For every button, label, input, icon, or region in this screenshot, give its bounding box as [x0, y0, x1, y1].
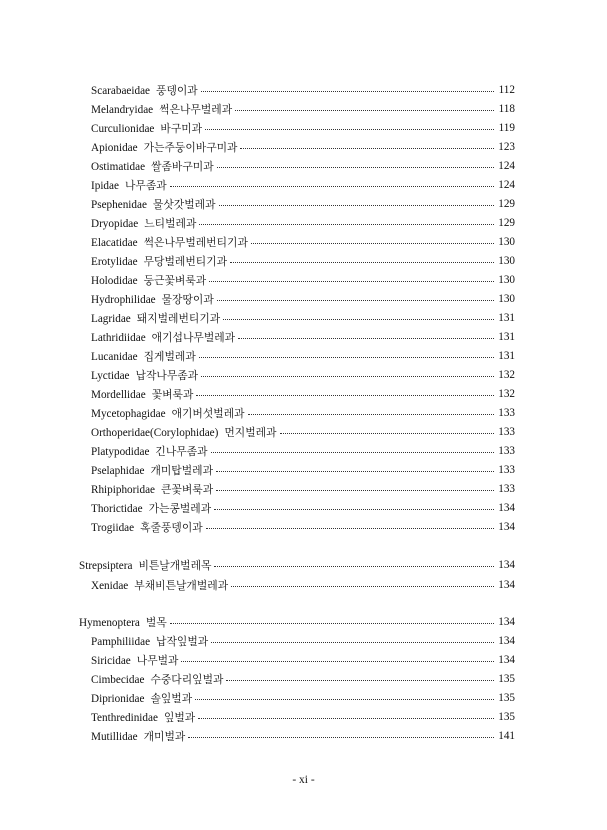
- toc-entry[interactable]: [91, 726, 515, 746]
- entry-label: [91, 387, 193, 402]
- toc-entry[interactable]: [91, 631, 515, 651]
- page-number: 134: [498, 502, 515, 514]
- page-number: 134: [498, 559, 515, 571]
- korean-name: 솔잎벌과: [150, 691, 193, 705]
- toc-entry[interactable]: [91, 137, 515, 157]
- toc-entry[interactable]: [91, 650, 515, 670]
- entry-label: [91, 406, 245, 421]
- entry-label: [91, 482, 213, 497]
- korean-name: 쌀좀바구미과: [151, 159, 214, 173]
- latin-name: Pamphiliidae: [91, 635, 151, 648]
- latin-name: Cimbecidae: [91, 673, 145, 686]
- dot-leader: [219, 204, 495, 206]
- korean-name: 수중다리잎벌과: [150, 672, 224, 686]
- korean-name: 벌목: [145, 615, 167, 629]
- dot-leader: [217, 166, 494, 168]
- dot-leader: [238, 337, 494, 339]
- entry-label: [91, 216, 196, 231]
- latin-name: Xenidae: [91, 579, 129, 592]
- entry-label: [91, 121, 202, 136]
- latin-name: Ostimatidae: [91, 160, 146, 173]
- dot-leader: [240, 147, 494, 149]
- page-number: 135: [498, 692, 515, 704]
- page-number: 134: [498, 579, 515, 591]
- toc-entry[interactable]: [91, 498, 515, 518]
- latin-name: Psephenidae: [91, 198, 147, 211]
- page-number: 131: [498, 312, 515, 324]
- latin-name: Lucanidae: [91, 350, 138, 363]
- page-number: 133: [498, 483, 515, 495]
- toc-entry[interactable]: [91, 194, 515, 214]
- korean-name: 썩은나무벌레번티기과: [143, 235, 248, 249]
- toc-entry[interactable]: [91, 327, 515, 347]
- entry-label: [91, 235, 248, 250]
- toc-entry[interactable]: [91, 517, 515, 537]
- entry-label: [91, 102, 232, 117]
- page-number: 131: [498, 331, 515, 343]
- toc-entry[interactable]: [91, 346, 515, 366]
- page-number: 141: [498, 730, 515, 742]
- entry-label: [91, 349, 196, 364]
- page-number: 134: [498, 521, 515, 533]
- korean-name: 돼지벌레번티기과: [136, 311, 221, 325]
- entry-label: [91, 254, 227, 269]
- latin-name: Lagridae: [91, 312, 131, 325]
- latin-name: Rhipiphoridae: [91, 483, 156, 496]
- dot-leader: [209, 280, 494, 282]
- page-number: 130: [498, 274, 515, 286]
- toc-entry[interactable]: [91, 460, 515, 480]
- latin-name: Thorictidae: [91, 502, 143, 515]
- latin-name: Holodidae: [91, 274, 138, 287]
- toc-entry[interactable]: [91, 365, 515, 385]
- entry-label: [91, 330, 235, 345]
- page-number: 124: [498, 179, 515, 191]
- latin-name: Hymenoptera: [79, 616, 140, 629]
- latin-name: Apionidae: [91, 141, 138, 154]
- entry-label: [91, 691, 192, 706]
- korean-name: 물삿갓벌레과: [152, 197, 216, 211]
- page-number: 135: [498, 673, 515, 685]
- dot-leader: [188, 736, 494, 738]
- entry-label: [91, 368, 198, 383]
- dot-leader: [201, 375, 494, 377]
- dot-leader: [196, 394, 494, 396]
- entry-label: [79, 558, 211, 573]
- dot-leader: [181, 660, 494, 662]
- korean-name: 나무벌과: [136, 653, 179, 667]
- dot-leader: [235, 109, 494, 111]
- latin-name: Curculionidae: [91, 122, 155, 135]
- latin-name: Diprionidae: [91, 692, 145, 705]
- page-number: 133: [498, 426, 515, 438]
- latin-name: Scarabaeidae: [91, 84, 151, 97]
- toc-entry[interactable]: [91, 422, 515, 442]
- toc-entry[interactable]: [91, 308, 515, 328]
- dot-leader: [170, 185, 494, 187]
- korean-name: 무당벌레번티기과: [143, 254, 228, 268]
- latin-name: Hydrophilidae: [91, 293, 156, 306]
- dot-leader: [199, 356, 494, 358]
- entry-label: [91, 710, 195, 725]
- korean-name: 잎벌과: [163, 710, 196, 724]
- entry-label: [79, 615, 167, 630]
- dot-leader: [216, 470, 494, 472]
- page-number: 130: [498, 293, 515, 305]
- toc-entry[interactable]: [91, 270, 515, 290]
- page-number: 134: [498, 616, 515, 628]
- toc-entry[interactable]: [91, 213, 515, 233]
- korean-name: 납작잎벌과: [156, 634, 209, 648]
- page-number: 123: [498, 141, 515, 153]
- toc-entry[interactable]: [91, 403, 515, 423]
- toc-entry[interactable]: [91, 688, 515, 708]
- latin-name: Orthoperidae(Corylophidae): [91, 426, 219, 439]
- dot-leader: [211, 641, 494, 643]
- korean-name: 꽃벼룩과: [151, 387, 194, 401]
- korean-name: 애기버섯벌레과: [171, 406, 245, 420]
- korean-name: 부채비튼날개벌레과: [134, 578, 229, 592]
- latin-name: Melandryidae: [91, 103, 154, 116]
- dot-leader: [214, 508, 494, 510]
- page-number: 129: [498, 198, 515, 210]
- dot-leader: [216, 489, 494, 491]
- entry-label: [91, 501, 211, 516]
- korean-name: 바구미과: [160, 121, 203, 135]
- page-number: 112: [498, 84, 515, 96]
- page-number: 132: [498, 388, 515, 400]
- korean-name: 썩은나무벌레과: [159, 102, 233, 116]
- dot-leader: [205, 128, 494, 130]
- korean-name: 개미벌과: [143, 729, 186, 743]
- toc-entry[interactable]: [91, 575, 515, 595]
- page-number: 130: [498, 255, 515, 267]
- entry-label: [91, 653, 178, 668]
- korean-name: 물장땅이과: [161, 292, 214, 306]
- entry-label: [91, 178, 167, 193]
- korean-name: 혹줄풍뎅이과: [140, 520, 203, 534]
- korean-name: 가는주둥이바구미과: [143, 140, 238, 154]
- dot-leader: [170, 622, 494, 624]
- entry-label: [91, 520, 203, 535]
- dot-leader: [199, 223, 494, 225]
- latin-name: Tenthredinidae: [91, 711, 158, 724]
- latin-name: Siricidae: [91, 654, 131, 667]
- korean-name: 먼지벌레과: [224, 425, 277, 439]
- latin-name: Trogiidae: [91, 521, 135, 534]
- toc-entry[interactable]: [91, 479, 515, 499]
- dot-leader: [201, 90, 494, 92]
- entry-label: [91, 578, 228, 593]
- page-number: 135: [498, 711, 515, 723]
- page-number: 133: [498, 445, 515, 457]
- latin-name: Lathridiidae: [91, 331, 146, 344]
- korean-name: 납작나무좀과: [135, 368, 199, 382]
- toc-entry[interactable]: [91, 441, 515, 461]
- page-footer-number: - xi -: [292, 774, 315, 786]
- korean-name: 비튼날개벌레목: [138, 558, 212, 572]
- toc-section-heading[interactable]: [79, 612, 515, 632]
- latin-name: Elacatidae: [91, 236, 138, 249]
- korean-name: 가는콩벌레과: [148, 501, 212, 515]
- latin-name: Ipidae: [91, 179, 119, 192]
- dot-leader: [206, 527, 494, 529]
- toc-entry[interactable]: [91, 384, 515, 404]
- dot-leader: [280, 432, 494, 434]
- toc-section-heading[interactable]: [79, 555, 515, 575]
- entry-label: [91, 140, 237, 155]
- dot-leader: [230, 261, 494, 263]
- entry-label: [91, 311, 220, 326]
- toc-entry[interactable]: [91, 232, 515, 252]
- toc-entry[interactable]: [91, 289, 515, 309]
- latin-name: Mordellidae: [91, 388, 146, 401]
- page-number: 133: [498, 464, 515, 476]
- page-number: 134: [498, 635, 515, 647]
- dot-leader: [223, 318, 494, 320]
- entry-label: [91, 444, 208, 459]
- entry-label: [91, 729, 185, 744]
- page-number: 132: [498, 369, 515, 381]
- korean-name: 나무좀과: [124, 178, 167, 192]
- toc-entry[interactable]: [91, 156, 515, 176]
- entry-label: [91, 83, 198, 98]
- latin-name: Mycetophagidae: [91, 407, 166, 420]
- page-number: 133: [498, 407, 515, 419]
- korean-name: 긴나무좀과: [155, 444, 208, 458]
- toc-entry[interactable]: [91, 118, 515, 138]
- dot-leader: [251, 242, 494, 244]
- toc-entry[interactable]: [91, 175, 515, 195]
- korean-name: 둥근꽃벼룩과: [143, 273, 207, 287]
- korean-name: 집게벌레과: [143, 349, 196, 363]
- dot-leader: [214, 565, 494, 567]
- toc-entry[interactable]: [91, 251, 515, 271]
- toc-entry[interactable]: [91, 80, 515, 100]
- latin-name: Dryopidae: [91, 217, 139, 230]
- page-number: 134: [498, 654, 515, 666]
- entry-label: [91, 292, 214, 307]
- toc-entry[interactable]: [91, 99, 515, 119]
- latin-name: Strepsiptera: [79, 559, 133, 572]
- latin-name: Lyctidae: [91, 369, 130, 382]
- latin-name: Platypodidae: [91, 445, 150, 458]
- page-number: 119: [498, 122, 515, 134]
- entry-label: [91, 197, 216, 212]
- entry-label: [91, 463, 213, 478]
- dot-leader: [198, 717, 494, 719]
- page-number: 118: [498, 103, 515, 115]
- latin-name: Mutillidae: [91, 730, 138, 743]
- entry-label: [91, 672, 223, 687]
- dot-leader: [195, 698, 494, 700]
- korean-name: 느티벌레과: [144, 216, 197, 230]
- dot-leader: [231, 585, 494, 587]
- korean-name: 큰꽃벼룩과: [161, 482, 214, 496]
- dot-leader: [248, 413, 494, 415]
- latin-name: Pselaphidae: [91, 464, 145, 477]
- latin-name: Erotylidae: [91, 255, 138, 268]
- page-number: 129: [498, 217, 515, 229]
- korean-name: 개미탑벌레과: [150, 463, 214, 477]
- page-number: 131: [498, 350, 515, 362]
- dot-leader: [217, 299, 494, 301]
- entry-label: [91, 634, 208, 649]
- entry-label: [91, 159, 214, 174]
- korean-name: 애기섭나무벌레과: [151, 330, 236, 344]
- page-number: 124: [498, 160, 515, 172]
- entry-label: [91, 273, 206, 288]
- korean-name: 풍뎅이과: [156, 83, 198, 97]
- entry-label: [91, 425, 277, 440]
- page-number: 130: [498, 236, 515, 248]
- toc-entry[interactable]: [91, 707, 515, 727]
- toc-entry[interactable]: [91, 669, 515, 689]
- dot-leader: [226, 679, 494, 681]
- dot-leader: [211, 451, 494, 453]
